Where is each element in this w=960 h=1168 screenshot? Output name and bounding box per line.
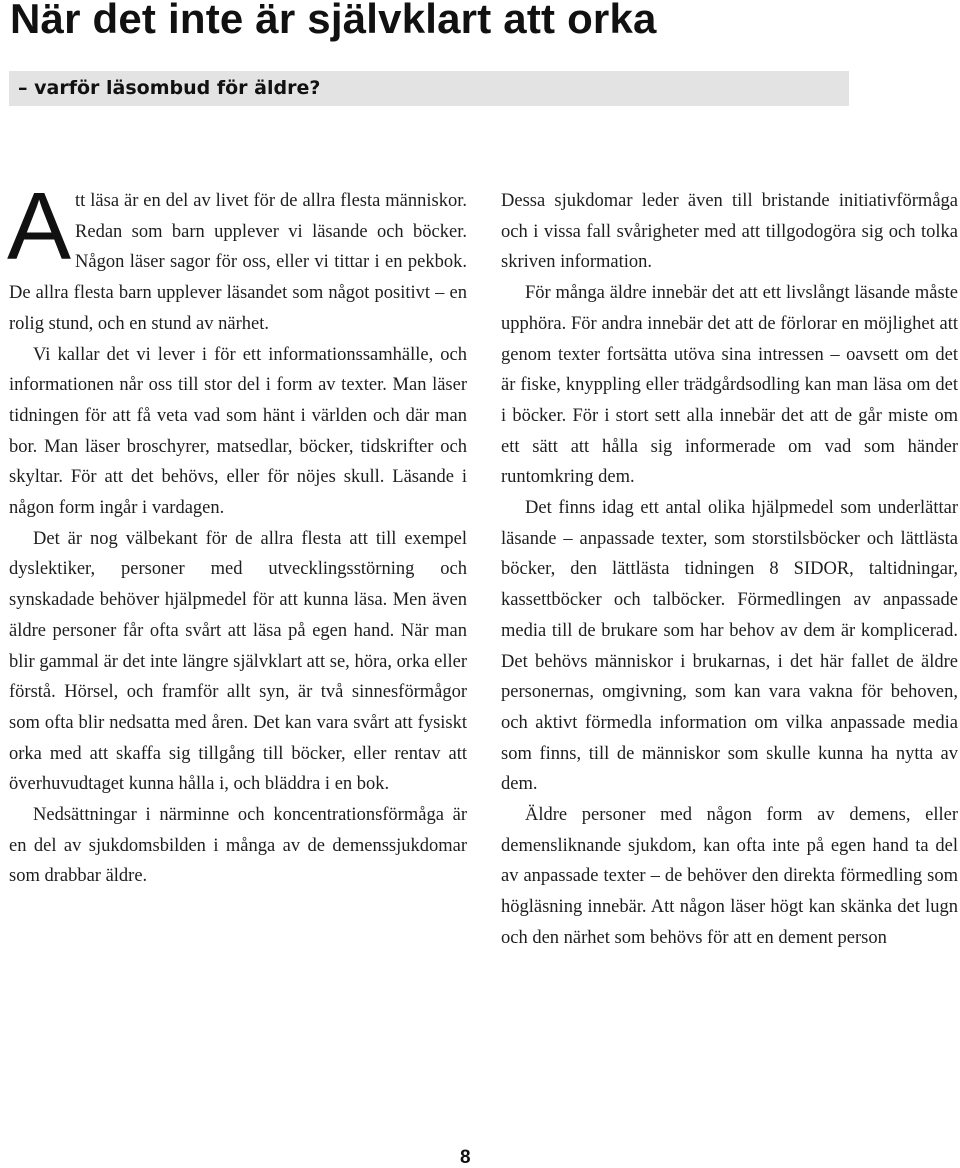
paragraph: Vi kallar det vi lever i för ett informationssamhälle, och informationen når oss till stor del i form av texter. Man läser tidningen för att få veta vad som hänt i världen och där man bor. Man läser broschyrer, matsedlar, böcker, tidskrifter och skyltar. För att det behövs, eller för nöjes skull. Läsande i någon form ingår i vardagen. bbox=[9, 344, 467, 519]
paragraph: Äldre personer med någon form av demens, eller demensliknande sjukdom, kan ofta inte på egen hand ta del av anpassade texter – de behöver den direkta förmedling som högläsning innebär. Att någon läser högt kan skänka det lugn och den närhet som behövs för att en dement person bbox=[501, 805, 958, 948]
subtitle: – varför läsombud för äldre? bbox=[18, 77, 321, 99]
right-column bbox=[501, 186, 958, 954]
page-title: När det inte är självklart att orka bbox=[10, 0, 657, 42]
subtitle-banner bbox=[9, 71, 849, 106]
paragraph: Det finns idag ett antal olika hjälpmedel som underlättar läsande – anpassade texter, som storstilsböcker och lättlästa böcker, den lättlästa tidningen 8 SIDOR, taltidningar, kassettböcker och talböcker. Förmedlingen av anpassade media till de brukare som har behov av dem är komplicerad. Det behövs människor i brukarnas, i det här fallet de äldre personernas, omgivning, som kan vara vakna för behoven, och aktivt förmedla information om vilka anpassade media som finns, till de människor som skulle kunna ha nytta av dem. bbox=[501, 498, 958, 795]
page-number: 8 bbox=[460, 1147, 471, 1168]
left-column bbox=[7, 173, 467, 892]
paragraph: Det är nog välbekant för de allra flesta att till exempel dyslektiker, personer med utvecklingsstörning och synskadade behöver hjälpmedel för att kunna läsa. Men även äldre personer får ofta svårt att läsa på egen hand. När man blir gammal är det inte längre självklart att se, höra, orka eller förstå. Hörsel, och framför allt syn, är två sinnesförmågor som ofta blir nedsatta med åren. Det kan vara svårt att fysiskt orka med att skaffa sig tillgång till böcker, eller rentav att överhuvudtaget kunna hålla i, och bläddra i en bok. bbox=[9, 528, 467, 795]
paragraph-text: tt läsa är en del av livet för de allra flesta människor. Redan som barn upplever vi läsande och böcker. Någon läser sagor för oss, eller vi tittar i en pekbok. De allra flesta barn upplever läsandet som något positivt – en rolig stund, och en stund av närhet. bbox=[9, 191, 467, 334]
drop-cap: A bbox=[7, 173, 72, 280]
paragraph bbox=[7, 173, 467, 340]
paragraph: För många äldre innebär det att ett livslångt läsande måste upphöra. För andra innebär det att de förlorar en möjlighet att genom texter fortsätta utöva sina intressen – oavsett om det är fiske, knyppling eller trädgårdsodling kan man läsa om det i böcker. För i stort sett alla innebär det att de går miste om ett sätt att hålla sig informerade om vad som händer runtomkring dem. bbox=[501, 283, 958, 488]
paragraph: Dessa sjukdomar leder även till bristande initiativförmåga och i vissa fall svårigheter med att tillgodogöra sig och tolka skriven information. bbox=[501, 191, 958, 273]
paragraph: Nedsättningar i närminne och koncentrationsförmåga är en del av sjukdomsbilden i många av de demenssjukdomar som drabbar äldre. bbox=[9, 805, 467, 887]
